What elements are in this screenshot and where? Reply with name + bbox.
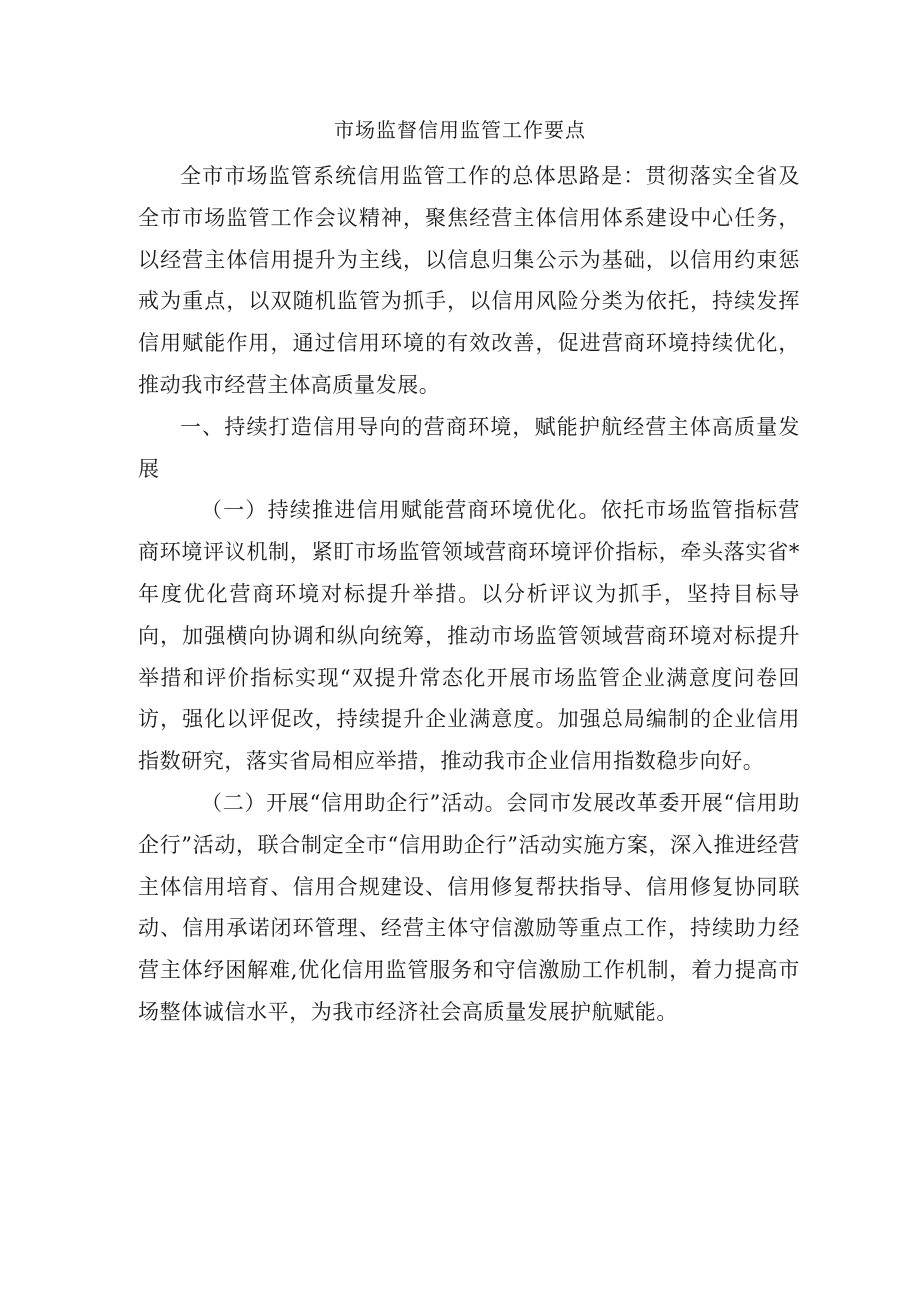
subsection-paragraph: （二）开展“信用助企行”活动。会同市发展改革委开展“信用助企行”活动，联合制定全市“信用助企行”活动实施方案，深入推进经营主体信用培育、信用合规建设、信用修复帮扶指导、信用修复协同联动、信用承诺闭环管理、经营主体守信激励等重点工作，持续助力经营主体纾困解难,优化信用监管服务和守信激励工作机制，着力提高市场整体诚信水平，为我市经济社会高质量发展护航赋能。 <box>138 790 800 1024</box>
section-heading: 一、持续打造信用导向的营商环境，赋能护航经营主体高质量发展 <box>138 414 800 481</box>
intro-paragraph: 全市市场监管系统信用监管工作的总体思路是：贯彻落实全省及全市市场监管工作会议精神，聚焦经营主体信用体系建设中心任务，以经营主体信用提升为主线，以信息归集公示为基础，以信用约束惩戒为重点，以双随机监管为抓手，以信用风险分类为依托，持续发挥信用赋能作用，通过信用环境的有效改善，促进营商环境持续优化，推动我市经营主体高质量发展。 <box>138 164 800 397</box>
document-body <box>138 156 800 1034</box>
subsection-paragraph: （一）持续推进信用赋能营商环境优化。依托市场监管指标营商环境评议机制，紧盯市场监管领域营商环境评价指标，牵头落实省*年度优化营商环境对标提升举措。以分析评议为抓手，坚持目标导向，加强横向协调和纵向统筹，推动市场监管领域营商环境对标提升举措和评价指标实现“双提升常态化开展市场监管企业满意度问卷回访，强化以评促改，持续提升企业满意度。加强总局编制的企业信用指数研究，落实省局相应举措，推动我市企业信用指数稳步向好。 <box>138 498 800 774</box>
document-title: 市场监督信用监管工作要点 <box>334 118 586 142</box>
